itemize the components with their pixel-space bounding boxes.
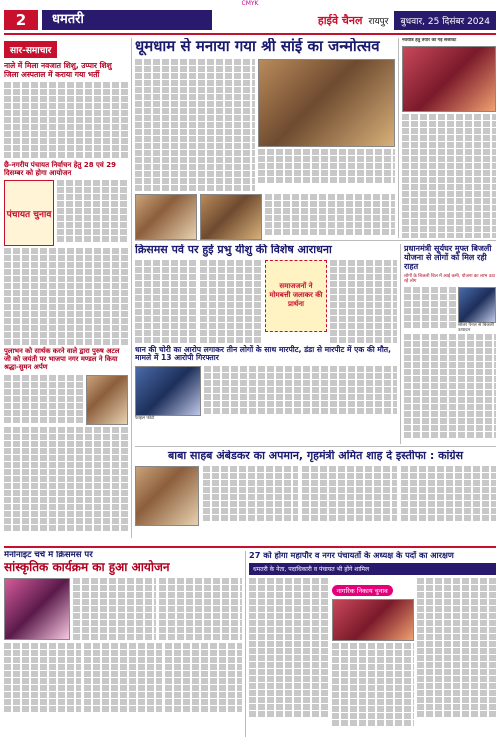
file-photo xyxy=(135,366,201,416)
brief-news-tag: सार-समाचार xyxy=(4,41,57,58)
atal-tribute-photo xyxy=(86,375,128,425)
menonite-headline-big: सांस्कृतिक कार्यक्रम का हुआ आयोजन xyxy=(4,559,170,574)
page-number: 2 xyxy=(4,10,38,30)
menonite-story xyxy=(4,551,242,737)
menonite-body-1 xyxy=(73,578,156,641)
sai-event-photo-2 xyxy=(200,194,262,240)
reservation-body-1 xyxy=(249,578,329,727)
christmas-body-2 xyxy=(200,260,262,344)
paddy-theft-headline: धान की चोरी का आरोप लगाकर तीन लोगों के साथ मारपीट, डंडा से मारपीट में एक की मौत, मामले में 13 आरोपी गिरफ्तार xyxy=(135,344,392,363)
registration-mark: CMYK xyxy=(241,0,259,7)
left-body-2 xyxy=(57,180,128,246)
sai-body-3 xyxy=(265,194,395,240)
solar-headline: प्रधानमंत्री सूर्यघर मुफ्त बिजली योजना से लोगों को मिल रही राहत xyxy=(404,244,492,272)
solar-story xyxy=(404,244,496,444)
issue-date: बुधवार, 25 दिसंबर 2024 xyxy=(394,11,496,30)
reservation-story xyxy=(249,551,496,737)
civic-election-pill: नागरिक निकाय चुनाव xyxy=(332,585,393,596)
election-graphic xyxy=(332,599,414,641)
right-top-body xyxy=(402,114,496,239)
solar-body-1 xyxy=(404,287,456,334)
ambedkar-body-3 xyxy=(401,466,496,526)
section-title: धमतरी xyxy=(42,10,212,30)
left-body-3 xyxy=(4,248,128,345)
panchayat-election-badge: पंचायत चुनाव xyxy=(4,180,54,246)
reservation-headline: 27 को होगा महापौर व नगर पंचायतों के अध्यक्ष के पदों का आरक्षण xyxy=(249,551,454,560)
menonite-body-2 xyxy=(159,578,242,641)
masthead-right xyxy=(318,10,496,30)
christmas-quote-box: समाजजनों ने मोमबत्ती जलाकर की प्रार्थना xyxy=(265,260,327,332)
menonite-headline-small: मेनोनाइट चर्च में क्रिसमस पर xyxy=(4,551,93,560)
ambedkar-headline: बाबा साहब अंबेडकर का अपमान, गृहमंत्री अमित शाह दे इस्तीफा : कांग्रेस xyxy=(167,450,464,462)
file-photo-caption: फाइल फोटो xyxy=(135,416,155,422)
sai-body-1 xyxy=(135,59,255,192)
ambedkar-body-1 xyxy=(203,466,298,526)
city-name: रायपुर xyxy=(368,16,389,27)
sai-banner-headline: धूमधाम से मनाया गया श्री सांई का जन्मोत्सव xyxy=(135,38,380,55)
reservation-body-3 xyxy=(417,578,497,727)
reservation-subhead: धमतरी के नेता, पदाधिकारी व पंचायत भी होंगे शामिल xyxy=(249,563,496,575)
christmas-story xyxy=(135,244,397,444)
left-headline-1: नाले में मिला नवजात शिशु, उप्पार शिशु जिला अस्पताल में कराया गया भर्ती xyxy=(4,61,112,79)
left-headline-3: पुलाभन को सार्थक करने वाले द्वारा पुरुष अटल जी को जयंती पर भाजपा नगर मण्डल ने किया श्रद्धा-सुमन अर्पण xyxy=(4,347,120,371)
congress-press-photo xyxy=(135,466,199,526)
christmas-body-1 xyxy=(135,260,197,344)
right-top-caption: नवरात्रि हेतु तैयार की गई सजावट xyxy=(402,38,457,43)
menonite-body-4 xyxy=(84,643,161,713)
ambedkar-body-2 xyxy=(302,466,397,526)
left-body-5 xyxy=(4,427,128,531)
right-top xyxy=(402,38,496,238)
sai-event-photo-1 xyxy=(135,194,197,240)
solar-panel-photo xyxy=(458,287,496,323)
sai-story xyxy=(135,38,395,268)
menonite-body-3 xyxy=(4,643,81,713)
reservation-body-2 xyxy=(332,643,414,726)
paper-name: हाईवे चैनल xyxy=(317,13,363,27)
sai-procession-photo xyxy=(258,59,395,147)
solar-photo-caption: सोलर पैनल से बिजली उत्पादन xyxy=(458,322,494,334)
left-column xyxy=(4,38,128,538)
header-rule xyxy=(4,33,496,35)
solar-body-2 xyxy=(404,334,496,438)
left-headline-2: छै-नगरीय पंचायत निर्वाचन हेतु 28 एवं 29 दिसम्बर को होगा आयोजन xyxy=(4,161,116,178)
solar-subhead: लोगों के बिजली बिल में आई कमी, योजना का लाभ उठा रहे लोग xyxy=(404,273,496,285)
paddy-theft-body xyxy=(204,366,397,416)
menonite-body-5 xyxy=(165,643,242,713)
church-event-photo xyxy=(4,578,70,640)
christmas-body-3 xyxy=(330,260,397,344)
decoration-photo xyxy=(402,46,496,112)
sai-body-2 xyxy=(258,149,395,183)
page-header xyxy=(0,8,500,32)
christmas-headline: क्रिसमस पर्व पर हुई प्रभु यीशु की विशेष आराधना xyxy=(135,244,332,256)
left-body-4 xyxy=(4,375,83,425)
ambedkar-story xyxy=(135,450,496,545)
left-body-1 xyxy=(4,82,128,158)
